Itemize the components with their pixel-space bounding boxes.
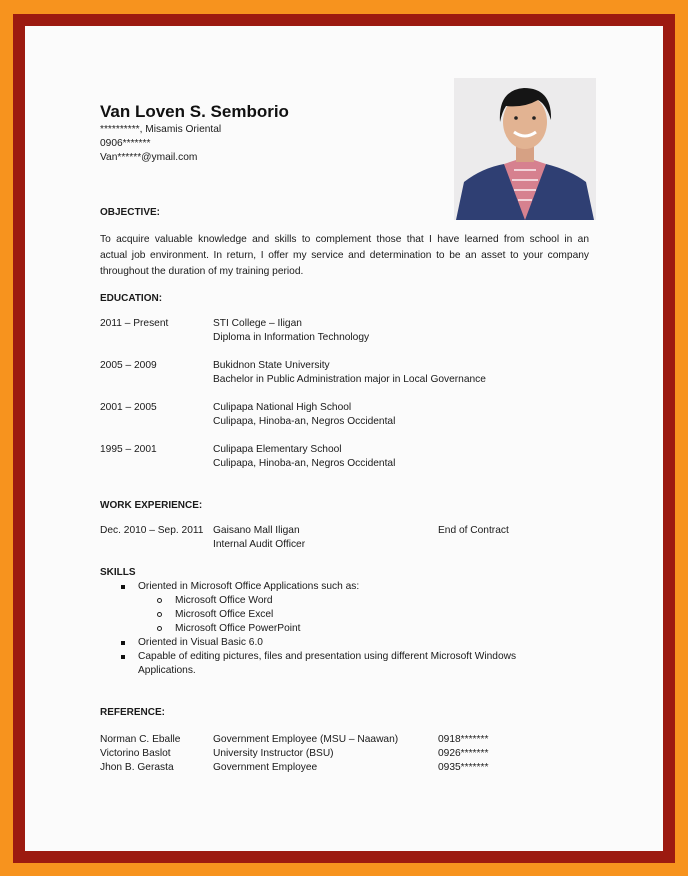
resume-page (25, 26, 663, 851)
work-status: End of Contract (438, 525, 509, 536)
skill-item: Capable of editing pictures, files and presentation using different Microsoft Windows (138, 651, 517, 662)
education-detail: Diploma in Information Technology (213, 332, 370, 343)
reference-phone: 0926******* (438, 748, 489, 759)
education-detail: Culipapa, Hinoba-an, Negros Occidental (213, 416, 396, 427)
education-school: Culipapa National High School (213, 402, 352, 413)
reference-position: Government Employee (213, 762, 318, 773)
circle-bullet-icon (157, 598, 162, 603)
person-portrait-icon (454, 78, 596, 220)
education-years: 1995 – 2001 (100, 444, 157, 455)
education-years: 2005 – 2009 (100, 360, 157, 371)
education-school: Culipapa Elementary School (213, 444, 342, 455)
email: Van******@ymail.com (100, 152, 198, 163)
applicant-photo (454, 78, 596, 220)
square-bullet-icon (121, 655, 125, 659)
education-school: STI College – Iligan (213, 318, 302, 329)
reference-name: Victorino Baslot (100, 748, 171, 759)
education-detail: Bachelor in Public Administration major in Local Governance (213, 374, 486, 385)
objective-line: throughout the duration of my training period. (100, 266, 304, 277)
address: **********, Misamis Oriental (100, 124, 222, 135)
education-heading: EDUCATION: (100, 293, 163, 304)
reference-heading: REFERENCE: (100, 707, 166, 718)
phone: 0906******* (100, 138, 151, 149)
square-bullet-icon (121, 585, 125, 589)
reference-position: Government Employee (MSU – Naawan) (213, 734, 399, 745)
work-position: Internal Audit Officer (213, 539, 306, 550)
education-years: 2011 – Present (100, 318, 169, 329)
education-school: Bukidnon State University (213, 360, 330, 371)
circle-bullet-icon (157, 612, 162, 617)
skill-item: Oriented in Visual Basic 6.0 (138, 637, 263, 648)
objective-text (100, 232, 589, 280)
skills-heading: SKILLS (100, 567, 136, 578)
circle-bullet-icon (157, 626, 162, 631)
work-company: Gaisano Mall Iligan (213, 525, 300, 536)
skill-item-continued: Applications. (138, 665, 196, 676)
reference-position: University Instructor (BSU) (213, 748, 334, 759)
skill-subitem: Microsoft Office PowerPoint (175, 623, 301, 634)
applicant-name: Van Loven S. Semborio (100, 102, 289, 121)
reference-name: Jhon B. Gerasta (100, 762, 174, 773)
reference-phone: 0918******* (438, 734, 489, 745)
square-bullet-icon (121, 641, 125, 645)
skill-subitem: Microsoft Office Word (175, 595, 273, 606)
work-heading: WORK EXPERIENCE: (100, 500, 203, 511)
education-detail: Culipapa, Hinoba-an, Negros Occidental (213, 458, 396, 469)
skill-item: Oriented in Microsoft Office Applications such as: (138, 581, 360, 592)
objective-heading: OBJECTIVE: (100, 207, 161, 218)
objective-line: To acquire valuable knowledge and skills to complement those that I have learned from school in an (100, 234, 589, 245)
skill-subitem: Microsoft Office Excel (175, 609, 274, 620)
reference-name: Norman C. Eballe (100, 734, 181, 745)
education-years: 2001 – 2005 (100, 402, 157, 413)
objective-line: actual job environment. In return, I offer my service and determination to be an asset to your company (100, 250, 589, 261)
work-dates: Dec. 2010 – Sep. 2011 (100, 525, 204, 536)
reference-phone: 0935******* (438, 762, 489, 773)
